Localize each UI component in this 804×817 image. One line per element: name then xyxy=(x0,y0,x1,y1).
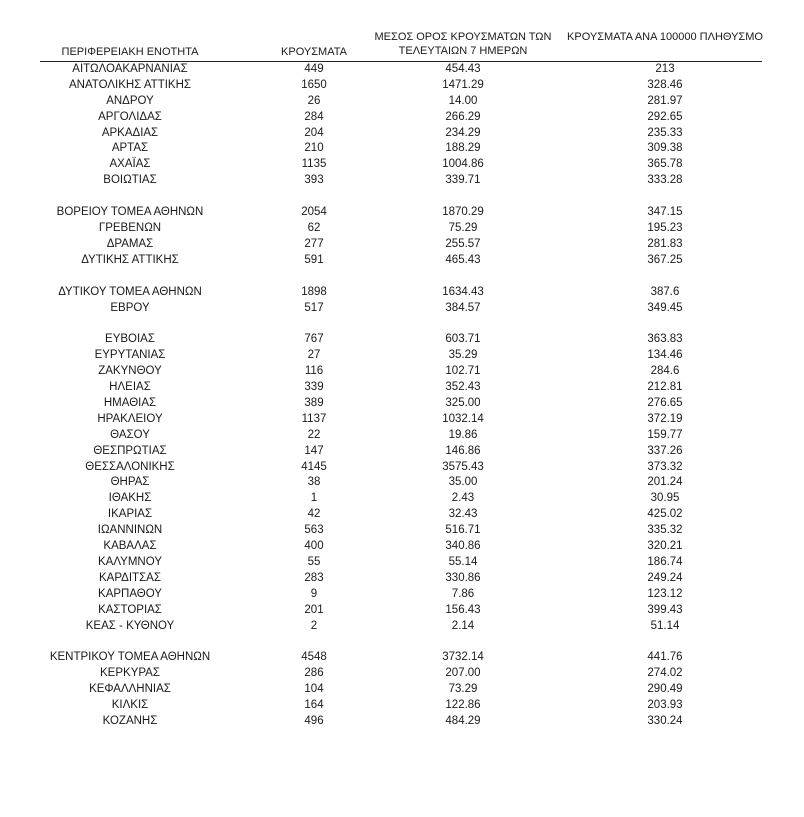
per100k-cell: 274.02 xyxy=(647,667,683,680)
table-row xyxy=(0,523,804,539)
region-cell: ΑΧΑΪΑΣ xyxy=(109,158,151,171)
per100k-cell: 281.83 xyxy=(647,237,683,250)
average-cell: 122.86 xyxy=(445,699,481,712)
region-cell: ΚΕΡΚΥΡΑΣ xyxy=(100,667,160,680)
cases-cell: 147 xyxy=(304,444,324,457)
region-cell: ΔΥΤΙΚΟΥ ΤΟΜΕΑ ΑΘΗΝΩΝ xyxy=(58,285,202,298)
per100k-cell: 347.15 xyxy=(647,206,683,219)
region-cell: ΚΑΣΤΟΡΙΑΣ xyxy=(98,603,162,616)
cases-cell: 1137 xyxy=(301,412,327,425)
per100k-cell: 276.65 xyxy=(647,397,683,410)
cases-cell: 767 xyxy=(304,333,324,346)
per100k-cell: 195.23 xyxy=(647,222,683,235)
table-body xyxy=(0,62,804,730)
table-row xyxy=(0,444,804,460)
average-cell: 234.29 xyxy=(445,126,481,139)
average-cell: 146.86 xyxy=(445,444,481,457)
per100k-cell: 186.74 xyxy=(647,555,683,568)
average-cell: 14.00 xyxy=(448,94,478,107)
table-row xyxy=(0,78,804,94)
table-row xyxy=(0,157,804,173)
average-cell: 266.29 xyxy=(445,110,481,123)
region-cell: ΔΥΤΙΚΗΣ ΑΤΤΙΚΗΣ xyxy=(81,253,179,266)
table-row xyxy=(0,205,804,221)
average-cell: 55.14 xyxy=(448,555,478,568)
table-row xyxy=(0,539,804,555)
table-row xyxy=(0,587,804,603)
average-cell: 352.43 xyxy=(445,381,481,394)
per100k-cell: 201.24 xyxy=(647,476,683,489)
per100k-cell: 328.46 xyxy=(647,78,683,91)
region-cell: ΚΙΛΚΙΣ xyxy=(111,699,149,712)
region-cell: ΗΛΕΙΑΣ xyxy=(109,381,151,394)
average-cell: 384.57 xyxy=(445,301,481,314)
region-cell: ΖΑΚΥΝΘΟΥ xyxy=(98,365,162,378)
per100k-cell: 249.24 xyxy=(647,571,683,584)
average-cell: 325.00 xyxy=(445,397,481,410)
cases-cell: 42 xyxy=(307,508,321,521)
per100k-cell: 333.28 xyxy=(647,174,683,187)
per100k-cell: 30.95 xyxy=(650,492,680,505)
cases-cell: 26 xyxy=(307,94,321,107)
cases-cell: 164 xyxy=(304,699,324,712)
table-row xyxy=(0,285,804,301)
average-cell: 3732.14 xyxy=(442,651,484,664)
average-cell: 603.71 xyxy=(445,333,481,346)
table-row xyxy=(0,698,804,714)
per100k-cell: 425.02 xyxy=(647,508,683,521)
cases-cell: 496 xyxy=(304,714,324,727)
per100k-cell: 372.19 xyxy=(647,412,683,425)
table-row xyxy=(0,62,804,78)
table-row xyxy=(0,110,804,126)
cases-cell: 286 xyxy=(304,667,324,680)
cases-cell: 339 xyxy=(304,381,324,394)
average-cell: 516.71 xyxy=(445,524,481,537)
table-row xyxy=(0,603,804,619)
cases-cell: 1135 xyxy=(301,158,327,171)
average-cell: 454.43 xyxy=(445,63,481,75)
per100k-cell: 203.93 xyxy=(647,699,683,712)
per100k-cell: 123.12 xyxy=(647,587,683,600)
table-row xyxy=(0,237,804,253)
cases-cell: 55 xyxy=(307,555,321,568)
cases-cell: 284 xyxy=(304,110,324,123)
average-cell: 1471.29 xyxy=(442,78,484,91)
region-cell: ΘΕΣΠΡΩΤΙΑΣ xyxy=(93,444,167,457)
average-cell: 1032.14 xyxy=(442,412,484,425)
average-cell: 340.86 xyxy=(445,540,481,553)
cases-cell: 1 xyxy=(310,492,318,505)
table-row xyxy=(0,460,804,476)
average-cell: 1870.29 xyxy=(442,206,484,219)
average-cell: 32.43 xyxy=(448,508,478,521)
per100k-cell: 213 xyxy=(655,63,675,75)
cases-cell: 22 xyxy=(307,428,321,441)
cases-cell: 563 xyxy=(304,524,324,537)
table-row xyxy=(0,475,804,491)
average-cell: 465.43 xyxy=(445,253,481,266)
cases-cell: 400 xyxy=(304,540,324,553)
table-row xyxy=(0,682,804,698)
average-cell: 330.86 xyxy=(445,571,481,584)
region-cell: ΗΜΑΘΙΑΣ xyxy=(103,397,157,410)
average-cell: 35.29 xyxy=(448,349,478,362)
region-cell: ΕΥΒΟΙΑΣ xyxy=(105,333,155,346)
header-7day-average: ΜΕΣΟΣ ΟΡΟΣ ΚΡΟΥΣΜΑΤΩΝ ΤΩΝ ΤΕΛΕΥΤΑΙΩΝ 7 ΗΜΕΡΩΝ xyxy=(374,31,552,57)
header-region-unit: ΠΕΡΙΦΕΡΕΙΑΚΗ ΕΝΟΤΗΤΑ xyxy=(61,46,199,58)
average-cell: 3575.43 xyxy=(442,460,484,473)
region-cell: ΘΑΣΟΥ xyxy=(110,428,150,441)
per100k-cell: 235.33 xyxy=(647,126,683,139)
table-row xyxy=(0,332,804,348)
region-cell: ΒΟΡΕΙΟΥ ΤΟΜΕΑ ΑΘΗΝΩΝ xyxy=(56,206,204,219)
per100k-cell: 309.38 xyxy=(647,142,683,155)
table-row xyxy=(0,221,804,237)
average-cell: 484.29 xyxy=(445,714,481,727)
table-row xyxy=(0,141,804,157)
per100k-cell: 337.26 xyxy=(647,444,683,457)
average-cell: 2.43 xyxy=(451,492,475,505)
region-cell: ΚΑΛΥΜΝΟΥ xyxy=(98,555,162,568)
table-row xyxy=(0,428,804,444)
table-row xyxy=(0,253,804,269)
per100k-cell: 320.21 xyxy=(647,540,683,553)
region-cell: ΕΥΡΥΤΑΝΙΑΣ xyxy=(94,349,166,362)
per100k-cell: 134.46 xyxy=(647,349,683,362)
region-cell: ΕΒΡΟΥ xyxy=(110,301,150,314)
region-cell: ΚΕΑΣ - ΚΥΘΝΟΥ xyxy=(85,619,175,632)
table-row xyxy=(0,126,804,142)
cases-cell: 201 xyxy=(304,603,324,616)
average-cell: 35.00 xyxy=(448,476,478,489)
region-cell: ΑΙΤΩΛΟΑΚΑΡΝΑΝΙΑΣ xyxy=(72,63,188,75)
table-row xyxy=(0,666,804,682)
table-row xyxy=(0,555,804,571)
table-row xyxy=(0,650,804,666)
average-cell: 2.14 xyxy=(451,619,475,632)
region-cell: ΒΟΙΩΤΙΑΣ xyxy=(103,174,157,187)
region-cell: ΗΡΑΚΛΕΙΟΥ xyxy=(97,412,163,425)
average-cell: 7.86 xyxy=(451,587,475,600)
per100k-cell: 441.76 xyxy=(647,651,683,664)
average-cell: 73.29 xyxy=(448,683,478,696)
cases-cell: 2 xyxy=(310,619,318,632)
cases-cell: 62 xyxy=(307,222,321,235)
table-row xyxy=(0,491,804,507)
cases-cell: 38 xyxy=(307,476,321,489)
per100k-cell: 363.83 xyxy=(647,333,683,346)
table-row xyxy=(0,571,804,587)
region-cell: ΙΘΑΚΗΣ xyxy=(108,492,152,505)
header-cases-per-100k: ΚΡΟΥΣΜΑΤΑ ΑΝΑ 100000 ΠΛΗΘΥΣΜΟ xyxy=(567,31,763,43)
average-cell: 102.71 xyxy=(445,365,481,378)
table-row xyxy=(0,94,804,110)
region-cell: ΑΡΚΑΔΙΑΣ xyxy=(101,126,159,139)
table-row xyxy=(0,380,804,396)
per100k-cell: 292.65 xyxy=(647,110,683,123)
region-cell: ΚΕΝΤΡΙΚΟΥ ΤΟΜΕΑ ΑΘΗΝΩΝ xyxy=(49,651,211,664)
cases-cell: 2054 xyxy=(301,206,327,219)
cases-cell: 210 xyxy=(304,142,324,155)
cases-cell: 1898 xyxy=(301,285,327,298)
region-cell: ΑΝΔΡΟΥ xyxy=(106,94,154,107)
per100k-cell: 212.81 xyxy=(647,381,683,394)
region-cell: ΘΕΣΣΑΛΟΝΙΚΗΣ xyxy=(85,460,175,473)
cases-cell: 283 xyxy=(304,571,324,584)
region-cell: ΓΡΕΒΕΝΩΝ xyxy=(98,222,162,235)
per100k-cell: 281.97 xyxy=(647,94,683,107)
region-cell: ΑΡΓΟΛΙΔΑΣ xyxy=(98,110,162,123)
per100k-cell: 387.6 xyxy=(650,285,680,298)
region-cell: ΚΑΡΔΙΤΣΑΣ xyxy=(99,571,161,584)
region-cell: ΚΕΦΑΛΛΗΝΙΑΣ xyxy=(89,683,171,696)
region-cell: ΚΟΖΑΝΗΣ xyxy=(102,714,158,727)
average-cell: 19.86 xyxy=(448,428,478,441)
header-cases: ΚΡΟΥΣΜΑΤΑ xyxy=(281,46,347,58)
region-cell: ΚΑΡΠΑΘΟΥ xyxy=(98,587,162,600)
cases-cell: 27 xyxy=(307,349,321,362)
average-cell: 1634.43 xyxy=(442,285,484,298)
cases-cell: 591 xyxy=(304,253,324,266)
average-cell: 188.29 xyxy=(445,142,481,155)
cases-cell: 116 xyxy=(304,365,324,378)
cases-cell: 1650 xyxy=(301,78,327,91)
average-cell: 339.71 xyxy=(445,174,481,187)
per100k-cell: 365.78 xyxy=(647,158,683,171)
region-cell: ΔΡΑΜΑΣ xyxy=(106,237,154,250)
cases-cell: 389 xyxy=(304,397,324,410)
region-cell: ΙΩΑΝΝΙΝΩΝ xyxy=(97,524,163,537)
per100k-cell: 284.6 xyxy=(650,365,680,378)
region-cell: ΑΡΤΑΣ xyxy=(111,142,149,155)
per100k-cell: 349.45 xyxy=(647,301,683,314)
region-cell: ΙΚΑΡΙΑΣ xyxy=(107,508,153,521)
per100k-cell: 51.14 xyxy=(650,619,680,632)
per100k-cell: 290.49 xyxy=(647,683,683,696)
per100k-cell: 330.24 xyxy=(647,714,683,727)
table-row xyxy=(0,619,804,635)
per100k-cell: 399.43 xyxy=(647,603,683,616)
cases-cell: 449 xyxy=(304,63,324,75)
table-row xyxy=(0,412,804,428)
table-row xyxy=(0,173,804,189)
average-cell: 207.00 xyxy=(445,667,481,680)
cases-cell: 4145 xyxy=(301,460,327,473)
region-cell: ΑΝΑΤΟΛΙΚΗΣ ΑΤΤΙΚΗΣ xyxy=(68,78,191,91)
cases-cell: 517 xyxy=(304,301,324,314)
per100k-cell: 335.32 xyxy=(647,524,683,537)
table-row xyxy=(0,396,804,412)
table-row xyxy=(0,301,804,317)
table-row xyxy=(0,507,804,523)
table-row xyxy=(0,348,804,364)
per100k-cell: 159.77 xyxy=(647,428,683,441)
cases-cell: 104 xyxy=(304,683,324,696)
cases-cell: 393 xyxy=(304,174,324,187)
average-cell: 156.43 xyxy=(445,603,481,616)
region-cell: ΘΗΡΑΣ xyxy=(110,476,150,489)
table-row xyxy=(0,364,804,380)
average-cell: 255.57 xyxy=(445,237,481,250)
average-cell: 75.29 xyxy=(448,222,478,235)
per100k-cell: 367.25 xyxy=(647,253,683,266)
average-cell: 1004.86 xyxy=(442,158,484,171)
cases-cell: 204 xyxy=(304,126,324,139)
cases-cell: 4548 xyxy=(301,651,327,664)
table-row xyxy=(0,714,804,730)
region-cell: ΚΑΒΑΛΑΣ xyxy=(103,540,157,553)
cases-cell: 9 xyxy=(310,587,318,600)
cases-cell: 277 xyxy=(304,237,324,250)
per100k-cell: 373.32 xyxy=(647,460,683,473)
